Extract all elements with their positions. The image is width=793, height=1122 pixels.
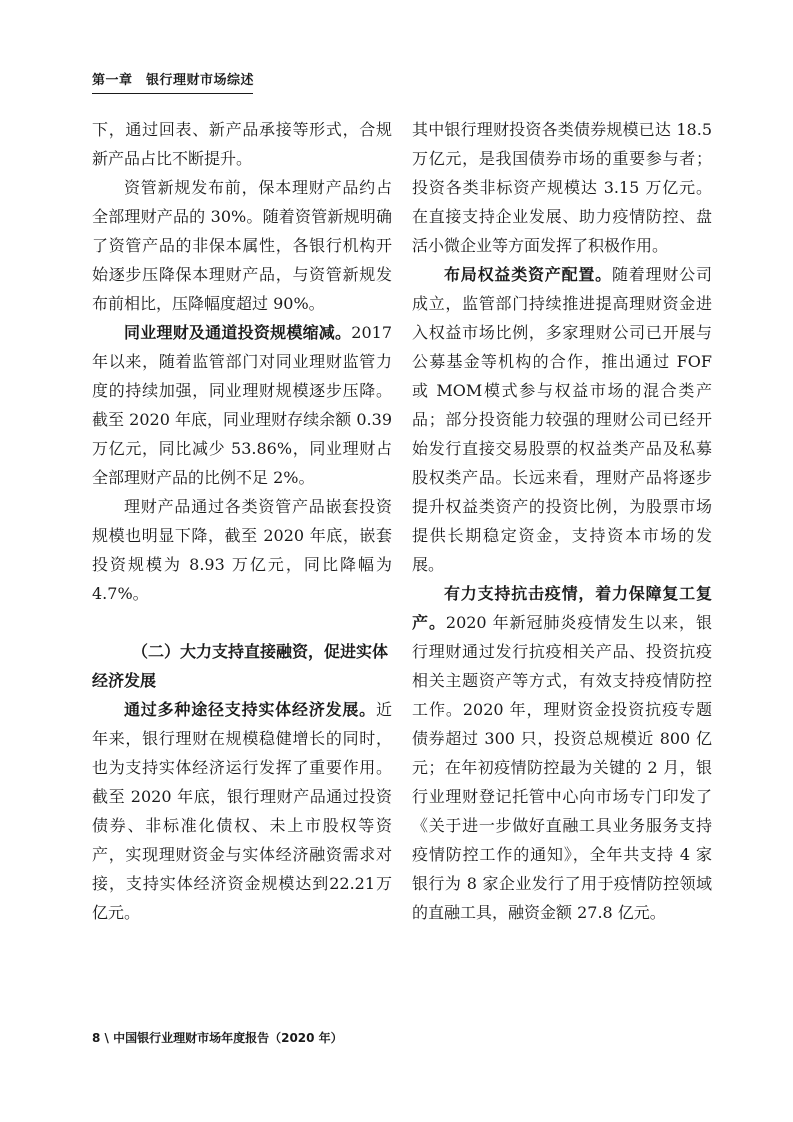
paragraph-body-equity: 随着理财公司成立，监管部门持续推进提高理财资金进入权益市场比例，多家理财公司已开展与公募基金等机构的合作，推出通过 FOF 或 MOM模式参与权益市场的混合类产品；部分投资能力较强的理财公司已经开始发行直接交易股票的权益类产品及私募股权类产品。长远来看，理财产品将逐步提升权益类资产的投资比例，为股票市场提供长期稳定资金，支持资本市场的发展。: [412, 265, 712, 574]
paragraph-real-economy: [92, 695, 392, 927]
page-footer: 8 \ 中国银行业理财市场年度报告（2020 年）: [92, 1031, 343, 1045]
paragraph-epidemic: [412, 579, 712, 927]
section-spacer: [92, 608, 392, 637]
paragraph-equity: [412, 260, 712, 579]
paragraph-lead-real-economy: 通过多种途径支持实体经济发展。: [124, 700, 376, 719]
paragraph-lead-epidemic: 有力支持抗击疫情，着力保障复工复产。: [412, 584, 712, 632]
paragraph-interbank: [92, 318, 392, 492]
paragraph-nested-investment: 理财产品通过各类资管产品嵌套投资规模也明显下降，截至 2020 年底，嵌套投资规模为 8.93 万亿元，同比降幅为 4.7%。: [92, 497, 392, 603]
left-column: [92, 115, 392, 927]
chapter-header: 第一章 银行理财市场综述: [92, 73, 255, 88]
header-underline: [92, 93, 253, 94]
paragraph-body-real-economy: 近年来，银行理财在规模稳健增长的同时，也为支持实体经济运行发挥了重要作用。截至 2020 年底，银行理财产品通过投资债券、非标准化债权、未上市股权等资产，实现理财资金与实体经济融资需求对接，支持实体经济资金规模达到22.21万亿元。: [92, 700, 392, 922]
paragraph-bonds: 其中银行理财投资各类债券规模已达 18.5 万亿元，是我国债券市场的重要参与者；投资各类非标资产规模达 3.15 万亿元。在直接支持企业发展、助力疫情防控、盘活小微企业等方面发挥了积极作用。: [412, 120, 712, 255]
paragraph-principal-guaranteed: 资管新规发布前，保本理财产品约占全部理财产品的 30%。随着资管新规明确了资管产品的非保本属性，各银行机构开始逐步压降保本理财产品，与资管新规发布前相比，压降幅度超过 90%。: [92, 178, 392, 313]
paragraph-lead-equity: 布局权益类资产配置。: [444, 265, 612, 284]
section-title: （二）大力支持直接融资，促进实体经济发展: [92, 642, 389, 690]
paragraph-body-interbank: 2017 年以来，随着监管部门对同业理财监管力度的持续加强，同业理财规模逐步压降。截至 2020 年底，同业理财存续余额 0.39 万亿元，同比减少 53.86%，同业理财占全部理财产品的比例不足 2%。: [92, 323, 392, 487]
right-column: [412, 115, 712, 927]
paragraph-lead-interbank: 同业理财及通道投资规模缩减。: [124, 323, 352, 342]
paragraph-body-epidemic: 2020 年新冠肺炎疫情发生以来，银行理财通过发行抗疫相关产品、投资抗疫相关主题资产等方式，有效支持疫情防控工作。2020 年，理财资金投资抗疫专题债券超过 300 只，投资总规模近 800 亿元；在年初疫情防控最为关键的 2 月，银行业理财登记托管中心向市场专门印发了《关于进一步做好直融工具业务服务支持疫情防控工作的通知》，全年共支持 4 家银行为 8 家企业发行了用于疫情防控领域的直融工具，融资金额 27.8 亿元。: [412, 613, 712, 922]
paragraph-continued: 下，通过回表、新产品承接等形式，合规新产品占比不断提升。: [92, 120, 392, 168]
